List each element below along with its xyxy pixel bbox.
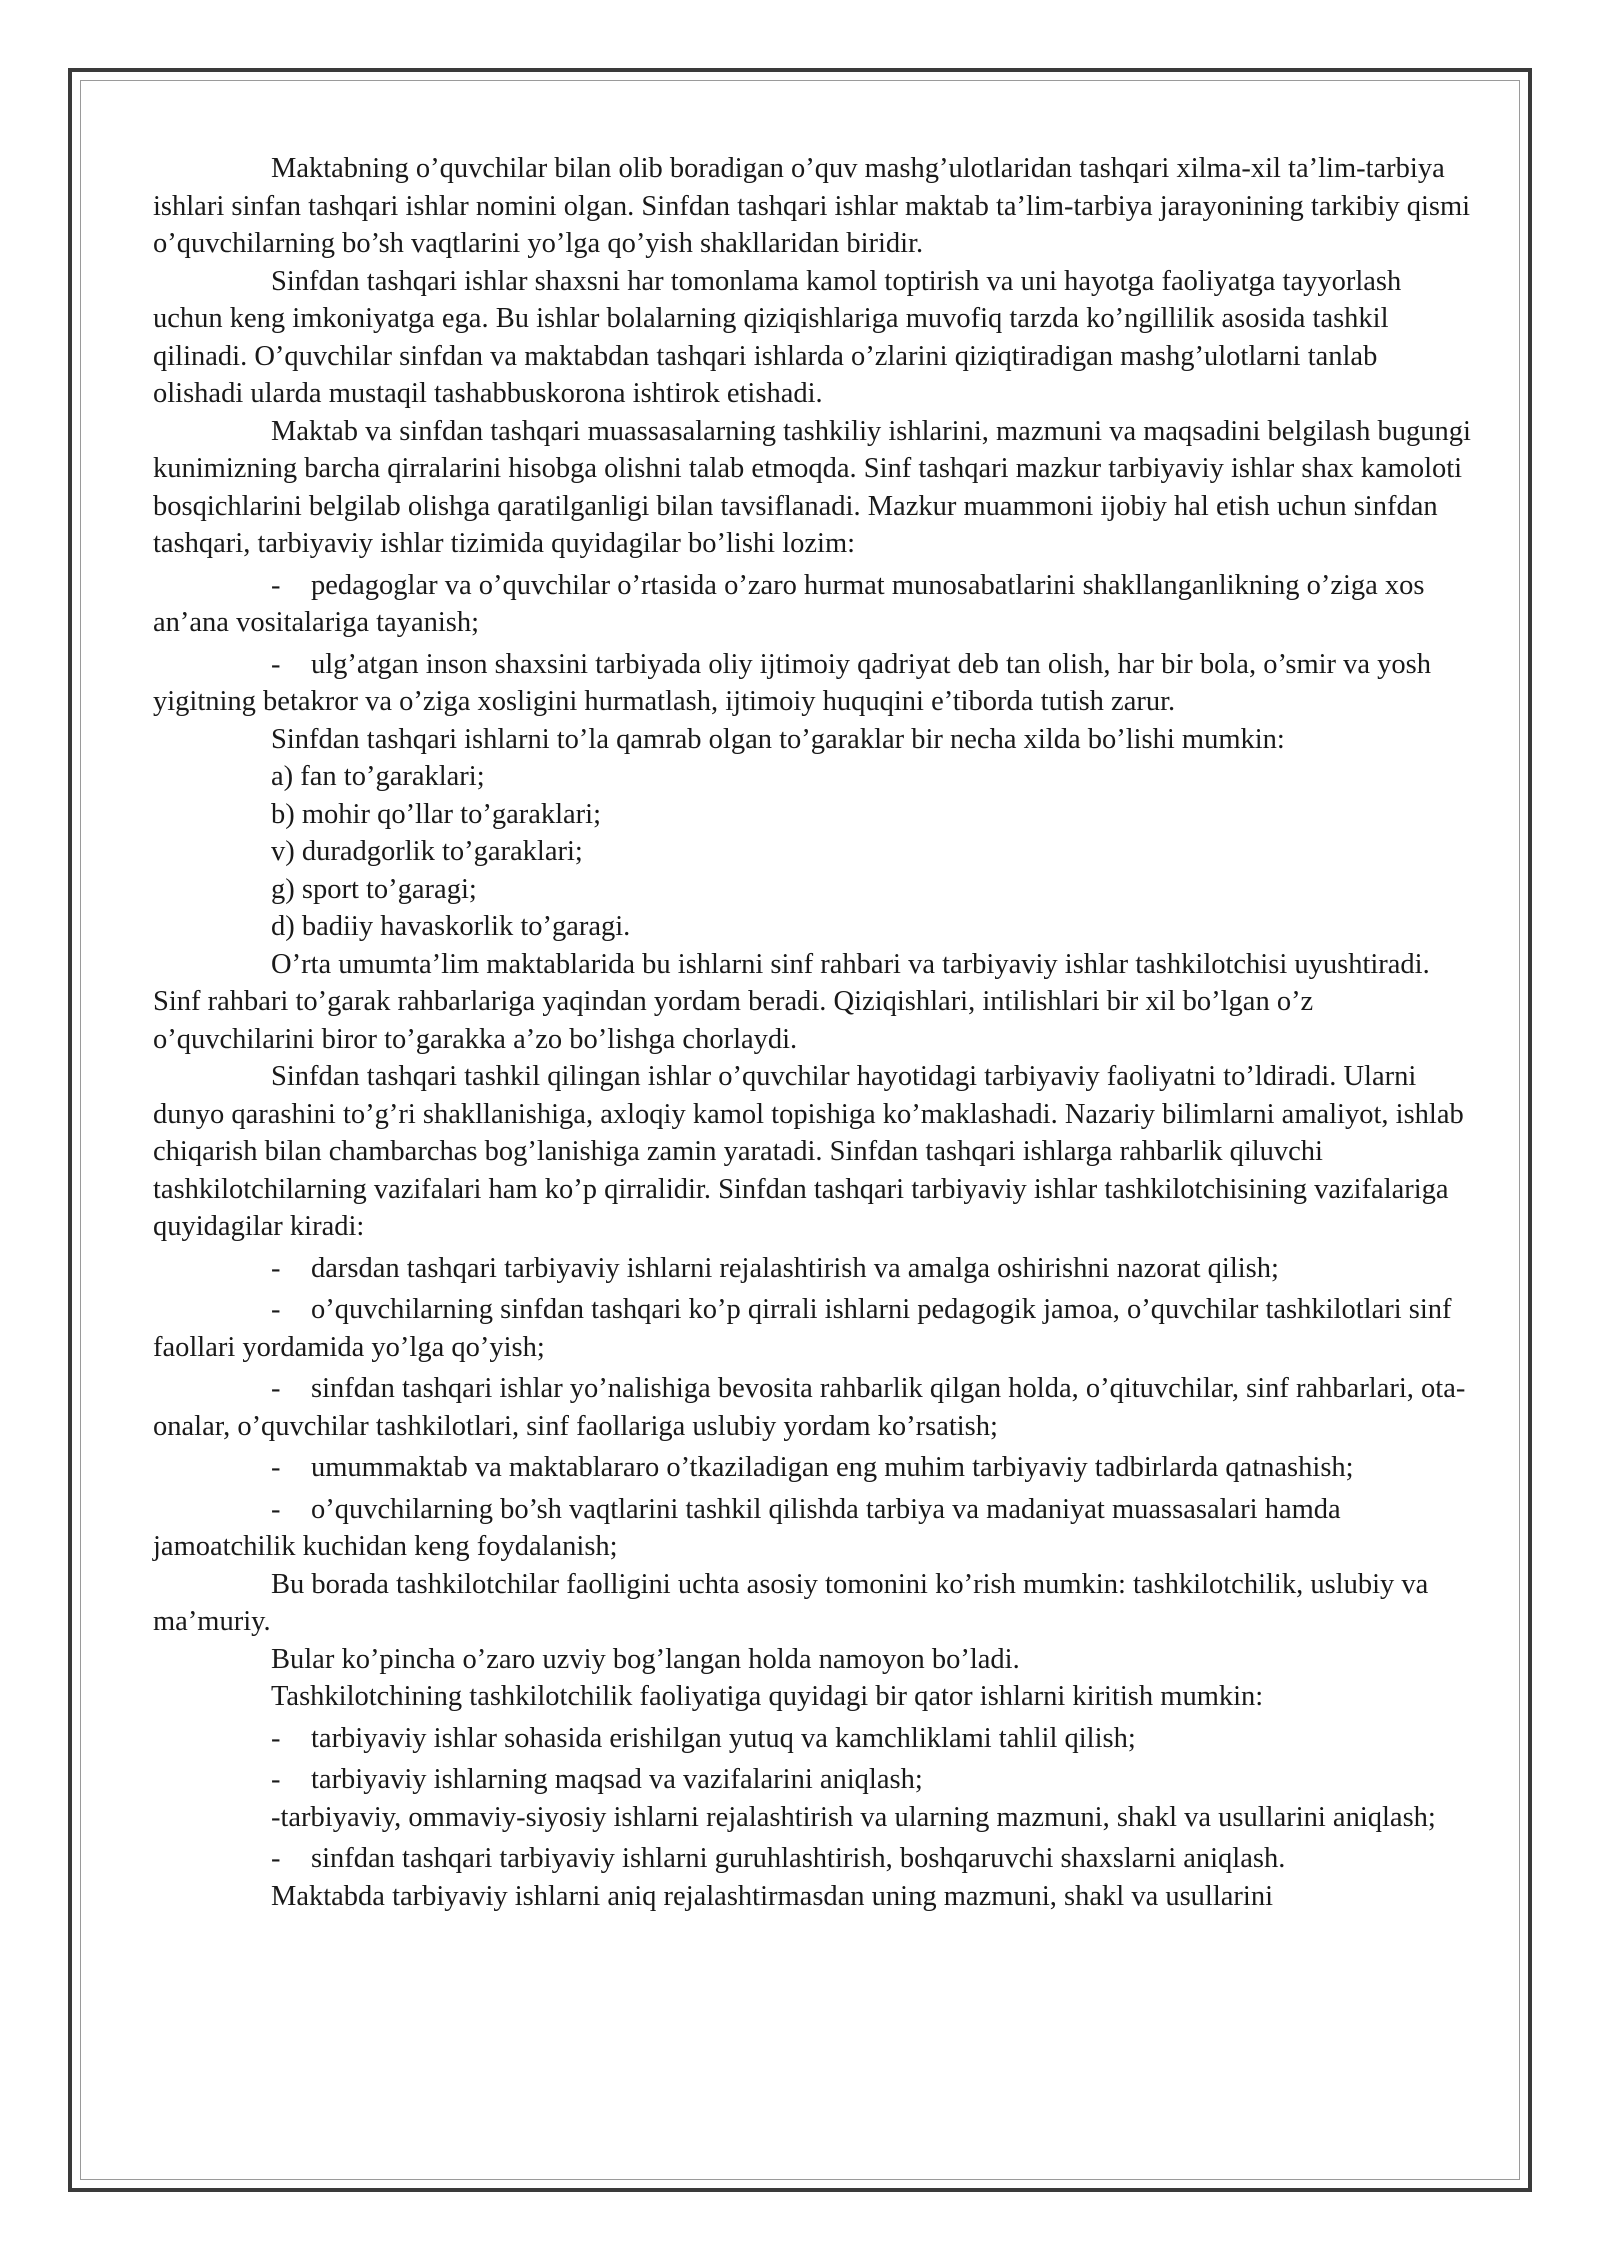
- paragraph: -tarbiyaviy, ommaviy-siyosiy ishlarni rejalashtirish va ularning mazmuni, shakl va usullarini aniqlash;: [271, 1801, 1436, 1833]
- dash-marker: -: [271, 569, 281, 601]
- dash-marker: -: [271, 1493, 281, 1525]
- bullet-item: [153, 1716, 1473, 1758]
- paragraph: Sinfdan tashqari ishlar shaxsni har tomonlama kamol toptirish va uni hayotga faoliyatga tayyorlash uchun keng imkoniyatga ega. Bu ishlar bolalarning qiziqishlariga muvofiq tarzda ko’ngillilik asosida tashkil qilinadi. O’quvchilar sinfdan va maktabdan tashqari ishlarda o’zlarini qiziqtiradigan mashg’ulotlarni tanlab olishadi ularda mustaqil tashabbuskorona ishtirok etishadi.: [153, 265, 1402, 409]
- bullet-item: [153, 1445, 1473, 1487]
- bullet-item: [153, 642, 1473, 721]
- list-item: b) mohir qo’llar to’garaklari;: [271, 798, 602, 830]
- bullet-text: darsdan tashqari tarbiyaviy ishlarni rejalashtirish va amalga oshirishni nazorat qilish;: [311, 1252, 1279, 1284]
- bullet-item: [153, 1246, 1473, 1288]
- dash-marker: -: [271, 1843, 281, 1874]
- bullet-item: [153, 1366, 1473, 1445]
- bullet-text: umummaktab va maktablararo o’tkaziladigan eng muhim tarbiyaviy tadbirlarda qatnashish;: [311, 1452, 1354, 1483]
- list-item: g) sport to’garagi;: [271, 873, 477, 905]
- paragraph: Bu borada tashkilotchilar faolligini uchta asosiy tomonini ko’rish mumkin: tashkilotchilik, uslubiy va ma’muriy.: [153, 1568, 1429, 1637]
- bullet-item: [153, 1287, 1473, 1366]
- bullet-text: sinfdan tashqari ishlar yo’nalishiga bevosita rahbarlik qilgan holda, o’qituvchilar, sinf rahbarlari, ota-onalar, o’quvchilar tashkilotlari, sinf faollariga uslubiy yordam ko’rsatish;: [153, 1373, 1466, 1442]
- list-item: v) duradgorlik to’garaklari;: [271, 836, 583, 867]
- dash-marker: -: [271, 1722, 281, 1754]
- dash-marker: -: [271, 1764, 281, 1795]
- bullet-text: o’quvchilarning bo’sh vaqtlarini tashkil qilishda tarbiya va madaniyat muassasalari hamda jamoatchilik kuchidan keng foydalanish;: [153, 1493, 1341, 1562]
- bullet-text: sinfdan tashqari tarbiyaviy ishlarni guruhlashtirish, boshqaruvchi shaxslarni aniqlash.: [311, 1843, 1286, 1874]
- bullet-item: [153, 1487, 1473, 1566]
- paragraph: Bular ko’pincha o’zaro uzviy bog’langan holda namoyon bo’ladi.: [271, 1643, 1020, 1675]
- bullet-text: pedagoglar va o’quvchilar o’rtasida o’zaro hurmat munosabatlarini shakllanganlikning o’ziga xos an’ana vositalariga tayanish;: [153, 569, 1425, 638]
- dash-marker: -: [271, 1452, 281, 1483]
- bullet-text: o’quvchilarning sinfdan tashqari ko’p qirrali ishlarni pedagogik jamoa, o’quvchilar tashkilotlari sinf faollari yordamida yo’lga qo’yish;: [153, 1294, 1452, 1363]
- list-item: d) badiiy havaskorlik to’garagi.: [271, 911, 631, 942]
- paragraph: Sinfdan tashqari tashkil qilingan ishlar o’quvchilar hayotidagi tarbiyaviy faoliyatni to’ldiradi. Ularni dunyo qarashini to’g’ri shakllanishiga, axloqiy kamol topishiga ko’maklashadi. Nazariy bilimlarni amaliyot, ishlab chiqarish bilan chambarchas bog’lanishiga zamin yaratadi. Sinfdan tashqari ishlarga rahbarlik qiluvchi tashkilotchilarning vazifalari ham ko’p qirralidir. Sinfdan tashqari tarbiyaviy ishlar tashkilotchisining vazifalariga quyidagilar kiradi:: [153, 1061, 1464, 1242]
- bullet-text: ulg’atgan inson shaxsini tarbiyada oliy ijtimoiy qadriyat deb tan olish, har bir bola, o’smir va yosh yigitning betakror va o’ziga xosligini hurmatlash, ijtimoiy huquqini e’tiborda tutish zarur.: [153, 648, 1432, 717]
- dash-marker: -: [271, 1373, 281, 1404]
- list-item: a) fan to’garaklari;: [271, 761, 485, 792]
- bullet-item: [153, 1836, 1473, 1878]
- dash-marker: -: [271, 1294, 281, 1325]
- bullet-item: [153, 1757, 1473, 1799]
- paragraph: Tashkilotchining tashkilotchilik faoliyatiga quyidagi bir qator ishlarni kiritish mumkin:: [271, 1681, 1264, 1712]
- bullet-text: tarbiyaviy ishlarning maqsad va vazifalarini aniqlash;: [311, 1764, 923, 1795]
- paragraph: Maktabda tarbiyaviy ishlarni aniq rejalashtirmasdan uning mazmuni, shakl va usullarini: [271, 1880, 1273, 1912]
- bullet-text: tarbiyaviy ishlar sohasida erishilgan yutuq va kamchliklami tahlil qilish;: [311, 1722, 1136, 1754]
- paragraph: Maktab va sinfdan tashqari muassasalarning tashkiliy ishlarini, mazmuni va maqsadini belgilash bugungi kunimizning barcha qirralarini hisobga olishni talab etmoqda. Sinf tashqari mazkur tarbiyaviy ishlar shax kamoloti bosqichlarini belgilab olishga qaratilganligi bilan tavsiflanadi. Mazkur muammoni ijobiy hal etish uchun sinfdan tashqari, tarbiyaviy ishlar tizimida quyidagilar bo’lishi lozim:: [153, 415, 1471, 559]
- document-body: [153, 150, 1473, 1915]
- dash-marker: -: [271, 648, 281, 680]
- paragraph: Maktabning o’quvchilar bilan olib boradigan o’quv mashg’ulotlaridan tashqari xilma-xil ta’lim-tarbiya ishlari sinfan tashqari ishlar nomini olgan. Sinfdan tashqari ishlar maktab ta’lim-tarbiya jarayonining tarkibiy qismi o’quvchilarning bo’sh vaqtlarini yo’lga qo’yish shakllaridan biridir.: [153, 153, 1471, 259]
- bullet-item: [153, 563, 1473, 642]
- paragraph: O’rta umumta’lim maktablarida bu ishlarni sinf rahbari va tarbiyaviy ishlar tashkilotchisi uyushtiradi. Sinf rahbari to’garak rahbarlariga yaqindan yordam beradi. Qiziqishlari, intilishlari bir xil bo’lgan o’z o’quvchilarini biror to’garakka a’zo bo’lishga chorlaydi.: [153, 948, 1430, 1055]
- dash-marker: -: [271, 1252, 281, 1284]
- paragraph: Sinfdan tashqari ishlarni to’la qamrab olgan to’garaklar bir necha xilda bo’lishi mumkin:: [271, 723, 1285, 755]
